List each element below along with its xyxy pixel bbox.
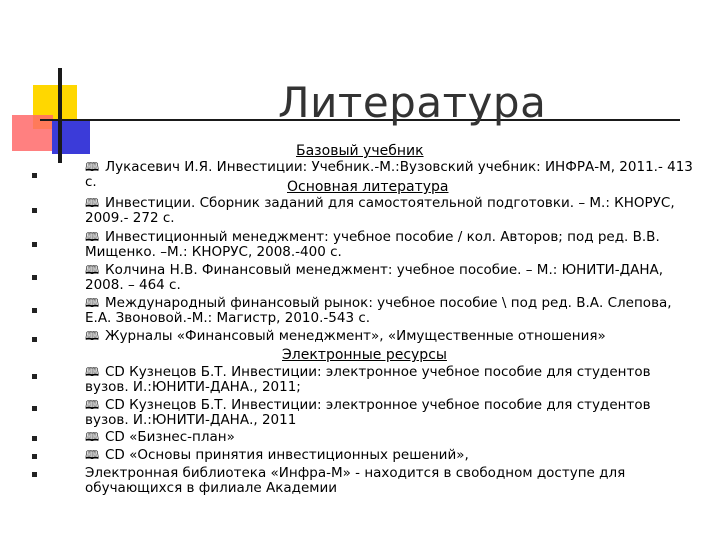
book-icon: 🕮: [85, 398, 100, 412]
item-text: Электронная библиотека «Инфра-М» - находится в свободном доступе для обучающихся в филиале Академии: [85, 465, 626, 496]
slide-title: Литература: [278, 78, 547, 127]
item-text: Журналы «Финансовый менеджмент», «Имущественные отношения»: [105, 328, 606, 344]
item-text: Лукасевич И.Я. Инвестиции: Учебник.-М.:Вузовский учебник: ИНФРА-М, 2011.- 413 с.: [85, 159, 693, 190]
bullet-marker: [32, 208, 37, 213]
item-text: CD «Основы принятия инвестиционных решений»,: [105, 447, 469, 463]
item-text: Колчина Н.В. Финансовый менеджмент: учебное пособие. – М.: ЮНИТИ-ДАНА, 2008. – 464 с.: [85, 262, 664, 293]
bullet-marker: [32, 472, 37, 477]
book-icon: 🕮: [85, 329, 100, 343]
bullet-marker: [32, 242, 37, 247]
bullet-marker: [32, 374, 37, 379]
book-icon: 🕮: [85, 263, 100, 277]
decor-vertical-line: [58, 68, 62, 163]
item-text: Международный финансовый рынок: учебное пособие \ под ред. В.А. Слепова, Е.А. Звоновой.-М.: Магистр, 2010.-543 с.: [85, 295, 672, 326]
item-text: Инвестиционный менеджмент: учебное пособие / кол. Авторов; под ред. В.В. Мищенко. –М.: КНОРУС, 2008.-400 с.: [85, 229, 660, 260]
item-text: CD Кузнецов Б.Т. Инвестиции: электронное учебное пособие для студентов вузов. И.:ЮНИТИ-ДАНА., 2011;: [85, 364, 651, 395]
item-text: CD «Бизнес-план»: [105, 429, 235, 445]
book-icon: 🕮: [85, 365, 100, 379]
book-icon: 🕮: [85, 448, 100, 462]
bullet-marker: [32, 436, 37, 441]
section-heading-basic: Базовый учебник: [296, 143, 424, 159]
bullet-marker: [32, 454, 37, 459]
bullet-marker: [32, 173, 37, 178]
book-icon: 🕮: [85, 230, 100, 244]
book-icon: 🕮: [85, 430, 100, 444]
item-text: Инвестиции. Сборник заданий для самостоятельной подготовки. – М.: КНОРУС, 2009.- 272 с.: [85, 195, 675, 226]
bullet-marker: [32, 308, 37, 313]
book-icon: 🕮: [85, 296, 100, 310]
book-icon: 🕮: [85, 160, 100, 174]
section-heading-main: Основная литература: [287, 179, 449, 195]
book-icon: 🕮: [85, 196, 100, 210]
section-heading-electronic: Электронные ресурсы: [282, 347, 447, 363]
bullet-marker: [32, 337, 37, 342]
item-text: CD Кузнецов Б.Т. Инвестиции: электронное учебное пособие для студентов вузов. И.:ЮНИТИ-ДАНА., 2011: [85, 397, 651, 428]
bullet-marker: [32, 406, 37, 411]
bullet-marker: [32, 275, 37, 280]
